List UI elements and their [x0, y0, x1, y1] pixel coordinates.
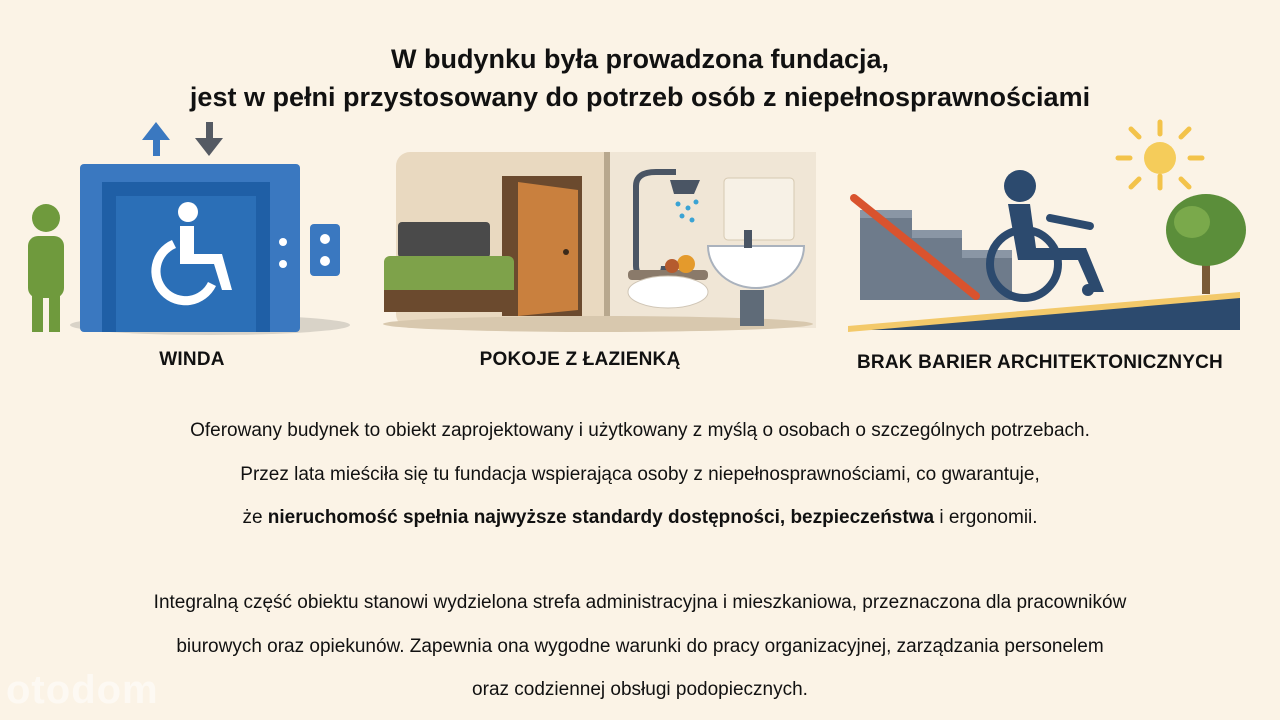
paragraph-2-line-2: biurowych oraz opiekunów. Zapewnia ona wygodne warunki do pracy organizacyjnej, zarządzania personelem	[176, 635, 1104, 657]
description-paragraph-2	[0, 581, 1280, 712]
paragraph-2-line-3: oraz codziennej obsługi podopiecznych.	[472, 679, 808, 700]
title-line-2: jest w pełni przystosowany do potrzeb osób z niepełnosprawnościami	[189, 82, 1091, 112]
feature-label-elevator: WINDA	[159, 349, 225, 370]
description-paragraph-1	[0, 409, 1280, 540]
page-title	[0, 40, 1280, 116]
feature-label-rooms: POKOJE Z ŁAZIENKĄ	[479, 349, 681, 370]
ramp-wheelchair-icon	[840, 118, 1260, 340]
up-arrow-icon	[142, 122, 170, 156]
room-bathroom-icon	[378, 150, 818, 340]
title-line-1: W budynku była prowadzona fundacja,	[390, 44, 890, 74]
otodom-watermark: otodom	[6, 668, 159, 712]
down-arrow-icon	[195, 122, 223, 156]
paragraph-1-line-3-post: i ergonomii.	[934, 507, 1038, 528]
feature-label-no-barriers: BRAK BARIER ARCHITEKTONICZNYCH	[857, 352, 1223, 373]
paragraph-1-line-2: Przez lata mieściła się tu fundacja wspierająca osoby z niepełnosprawnościami, co gwarantuje,	[240, 463, 1040, 485]
paragraph-2-line-1: Integralną część obiektu stanowi wydzielona strefa administracyjna i mieszkaniowa, przeznaczona dla pracowników	[153, 592, 1127, 613]
paragraph-1-line-3-pre: że	[242, 507, 268, 528]
paragraph-1-line-3	[0, 496, 1280, 540]
paragraph-1-line-1: Oferowany budynek to obiekt zaprojektowany i użytkowany z myślą o osobach o szczególnych potrzebach.	[190, 420, 1090, 441]
paragraph-1-line-3-bold: nieruchomość spełnia najwyższe standardy dostępności, bezpieczeństwa	[267, 507, 935, 528]
elevator-icon	[20, 118, 350, 340]
person-icon	[28, 204, 64, 332]
